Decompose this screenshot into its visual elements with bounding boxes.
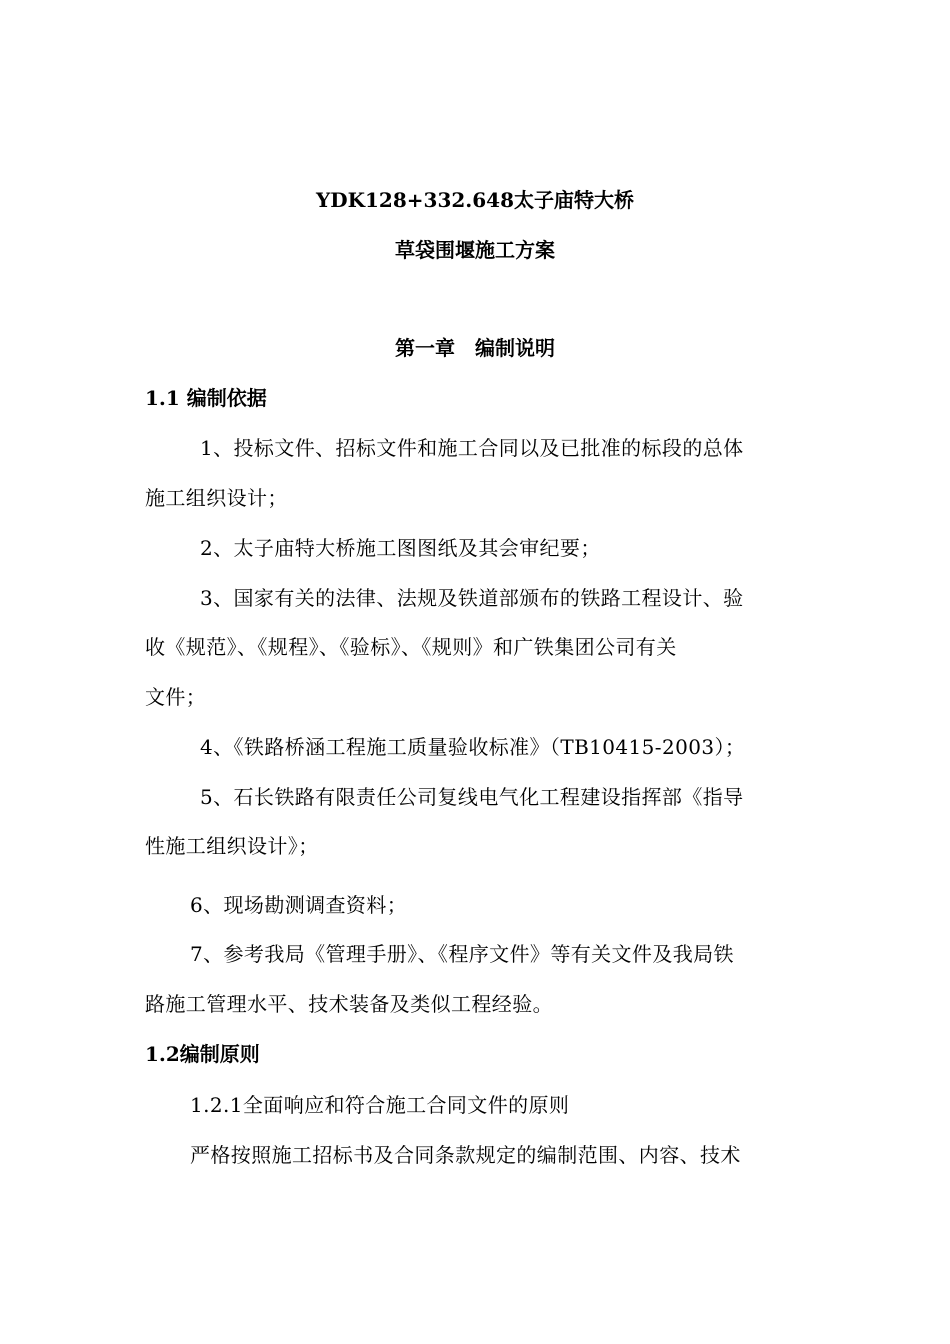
list-item-1-line-1: 1、投标文件、招标文件和施工合同以及已批准的标段的总体	[200, 436, 744, 460]
subsection-heading-1-2-1: 1.2.1全面响应和符合施工合同文件的原则	[190, 1093, 570, 1117]
list-item-3-line-2: 收《规范》、《规程》、《验标》、《规则》和广铁集团公司有关	[145, 635, 677, 659]
list-item-7-line-1: 7、参考我局《管理手册》、《程序文件》等有关文件及我局铁	[190, 942, 734, 966]
paragraph-line-1: 严格按照施工招标书及合同条款规定的编制范围、内容、技术	[190, 1143, 741, 1167]
list-item-5-line-1: 5、石长铁路有限责任公司复线电气化工程建设指挥部《指导	[200, 785, 744, 809]
section-heading-1-1: 1.1 编制依据	[145, 386, 267, 410]
list-item-4-line-1: 4、《铁路桥涵工程施工质量验收标准》（TB10415-2003）；	[200, 735, 746, 759]
list-item-6-line-1: 6、现场勘测调查资料；	[190, 893, 408, 917]
list-item-7-line-2: 路施工管理水平、技术装备及类似工程经验。	[145, 992, 553, 1016]
chapter-heading: 第一章 编制说明	[395, 336, 555, 360]
document-title-line-2: 草袋围堰施工方案	[395, 238, 555, 262]
section-heading-1-2: 1.2编制原则	[145, 1042, 260, 1066]
list-item-3-line-1: 3、国家有关的法律、法规及铁道部颁布的铁路工程设计、验	[200, 586, 744, 610]
list-item-5-line-2: 性施工组织设计》；	[145, 834, 319, 858]
list-item-2-line-1: 2、太子庙特大桥施工图图纸及其会审纪要；	[200, 536, 601, 560]
list-item-3-line-3: 文件；	[145, 685, 207, 709]
document-title-line-1: YDK128+332.648太子庙特大桥	[316, 188, 634, 212]
list-item-1-line-2: 施工组织设计；	[145, 486, 288, 510]
